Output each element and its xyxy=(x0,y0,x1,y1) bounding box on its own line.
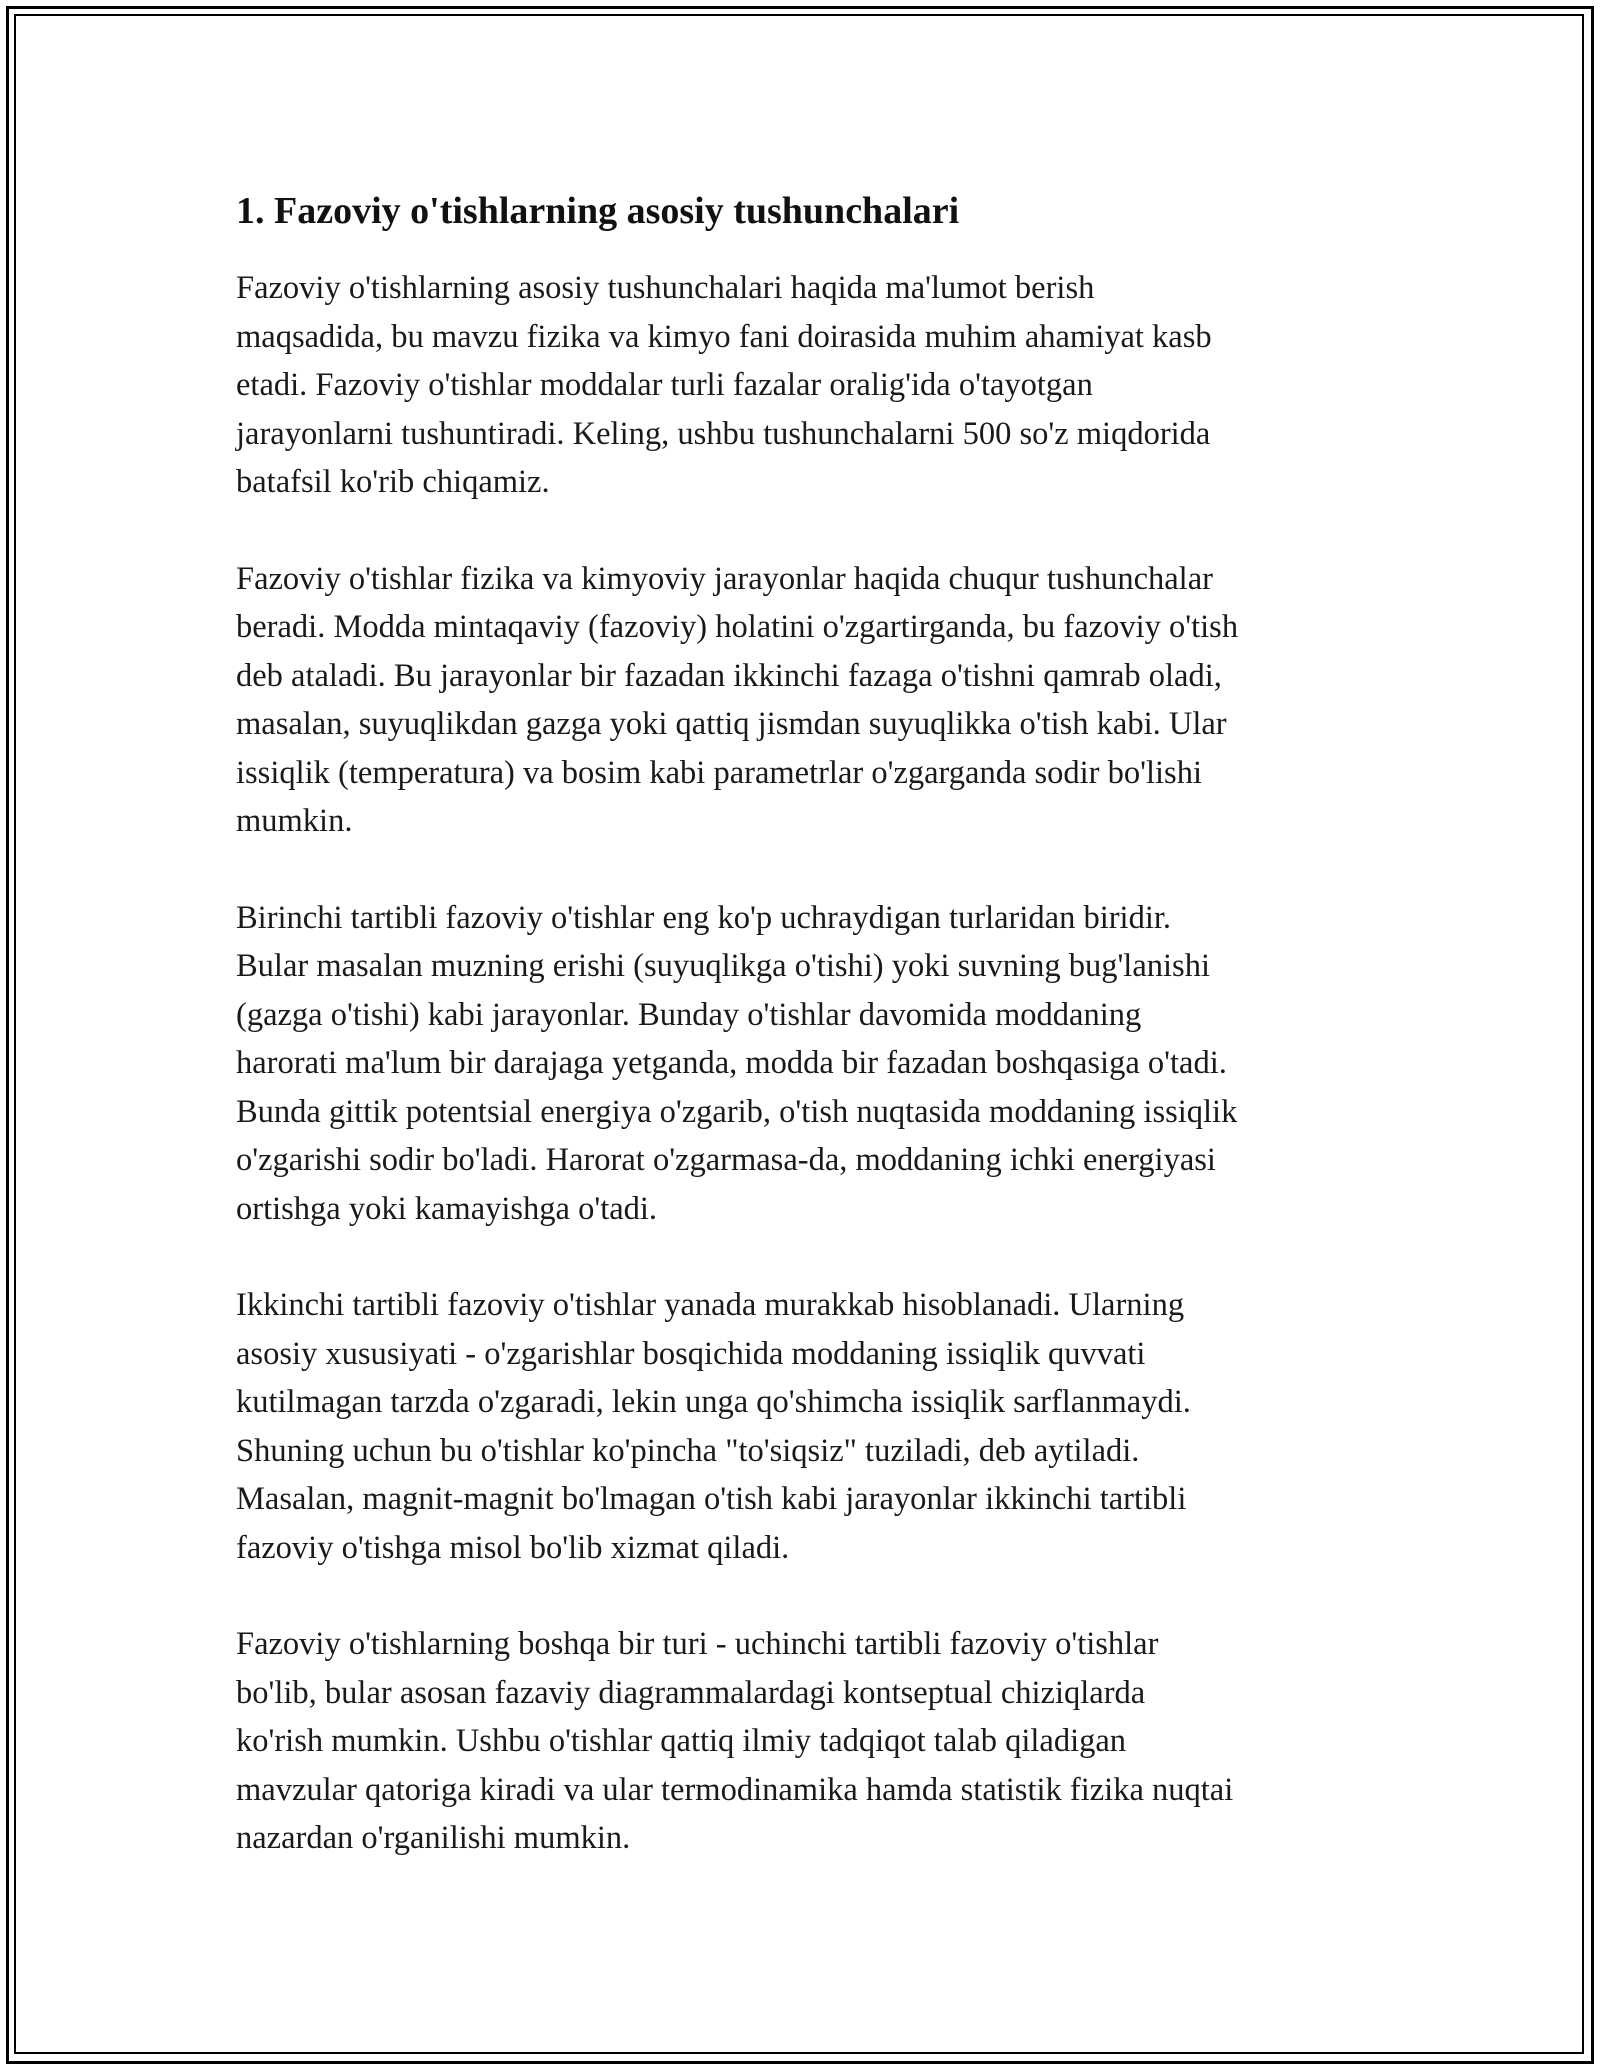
paragraph-first-order: Birinchi tartibli fazoviy o'tishlar eng ko'p uchraydigan turlaridan biridir. Bular masalan muzning erishi (suyuqlikga o'tishi) yoki suvning bug'lanishi (gazga o'tishi) kabi jarayonlar. Bunday o'tishlar davomida moddaning harorati ma'lum bir darajaga yetganda, modda bir fazadan boshqasiga o'tadi. Bunda gittik potentsial energiya o'zgarib, o'tish nuqtasida moddaning issiqlik o'zgarishi sodir bo'ladi. Harorat o'zgarmasa-da, moddaning ichki energiyasi ortishga yoki kamayishga o'tadi. xyxy=(236,899,1238,1227)
paragraph-second-order: Ikkinchi tartibli fazoviy o'tishlar yanada murakkab hisoblanadi. Ularning asosiy xususiyati - o'zgarishlar bosqichida moddaning issiqlik quvvati kutilmagan tarzda o'zgaradi, lekin unga qo'shimcha issiqlik sarflanmaydi. Shuning uchun bu o'tishlar ko'pincha "to'siqsiz" tuziladi, deb aytiladi. Masalan, magnit-magnit bo'lmagan o'tish kabi jarayonlar ikkinchi tartibli fazoviy o'tishga misol bo'lib xizmat qiladi. xyxy=(236,1287,1191,1566)
section-heading: 1. Fazoviy o'tishlarning asosiy tushunchalari xyxy=(236,190,960,232)
document-body xyxy=(236,186,1406,1911)
paragraph-intro: Fazoviy o'tishlarning asosiy tushunchalari haqida ma'lumot berish maqsadida, bu mavzu fizika va kimyo fani doirasida muhim ahamiyat kasb etadi. Fazoviy o'tishlar moddalar turli fazalar oralig'ida o'tayotgan jarayonlarni tushuntiradi. Keling, ushbu tushunchalarni 500 so'z miqdorida batafsil ko'rib chiqamiz. xyxy=(236,270,1212,500)
paragraph-third-order: Fazoviy o'tishlarning boshqa bir turi - uchinchi tartibli fazoviy o'tishlar bo'lib, bular asosan fazaviy diagrammalardagi kontseptual chiziqlarda ko'rish mumkin. Ushbu o'tishlar qattiq ilmiy tadqiqot talab qiladigan mavzular qatoriga kiradi va ular termodinamika hamda statistik fizika nuqtai nazardan o'rganilishi mumkin. xyxy=(236,1626,1234,1856)
paragraph-definition: Fazoviy o'tishlar fizika va kimyoviy jarayonlar haqida chuqur tushunchalar beradi. Modda mintaqaviy (fazoviy) holatini o'zgartirganda, bu fazoviy o'tish deb ataladi. Bu jarayonlar bir fazadan ikkinchi fazaga o'tishni qamrab oladi, masalan, suyuqlikdan gazga yoki qattiq jismdan suyuqlikka o'tish kabi. Ular issiqlik (temperatura) va bosim kabi parametrlar o'zgarganda sodir bo'lishi mumkin. xyxy=(236,560,1239,839)
